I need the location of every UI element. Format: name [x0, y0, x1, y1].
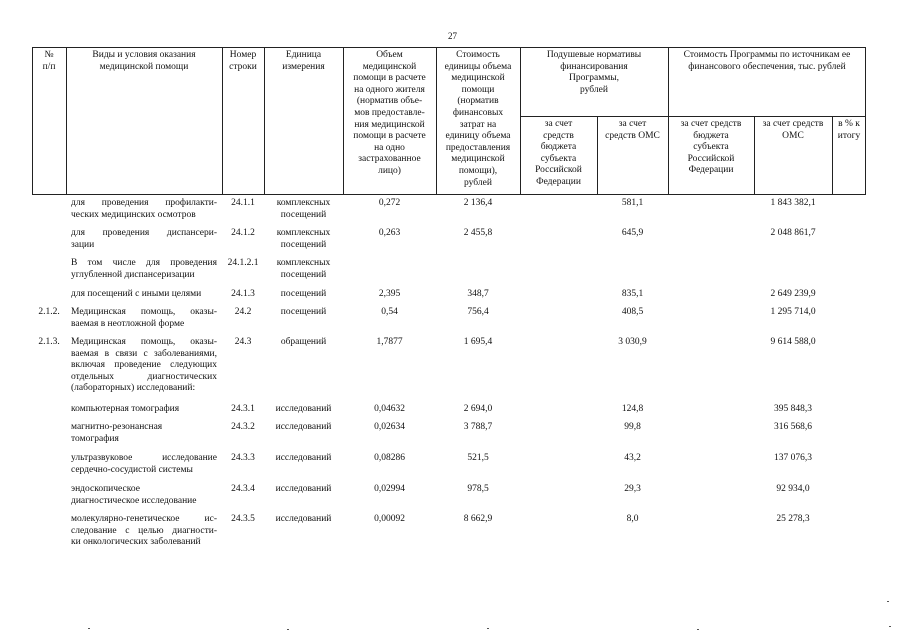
cell-pr-oms: 1 843 382,1 — [770, 198, 816, 208]
cell-row: 24.3.3 — [231, 453, 255, 463]
row-name-line: В том числе для проведения — [71, 258, 217, 268]
row-name-line: ки онкологических заболеваний — [71, 537, 201, 548]
cell-unit: исследований — [275, 484, 332, 494]
header-per-capita: Подушевые нормативы финансирования Программы, рублей — [546, 50, 642, 95]
cell-volume: 0,263 — [378, 228, 401, 238]
cell-unit: комплексных посещений — [276, 228, 331, 250]
cell-pr-oms: 92 934,0 — [776, 484, 810, 494]
header-cost-unit: Стоимость единицы объема медицинской помощи (норматив финансовых затрат на единицу объема предоставления медицинской помощи), рублей — [444, 50, 512, 188]
row-name-line: для проведения профилакти- — [71, 198, 217, 208]
cell-pc-oms: 29,3 — [624, 484, 641, 494]
row-name-line: для проведения диспансери- — [71, 228, 217, 238]
cell-row: 24.3 — [234, 337, 252, 347]
cell-pr-oms: 9 614 588,0 — [770, 337, 816, 347]
cell-pr-oms: 2 048 861,7 — [770, 228, 816, 238]
cell-unit: исследований — [275, 404, 332, 414]
row-name — [71, 404, 217, 416]
cell-pc-oms: 835,1 — [621, 289, 644, 299]
cell-pr-oms: 137 076,3 — [774, 453, 812, 463]
cell-cost: 756,4 — [467, 307, 489, 317]
row-name — [71, 337, 217, 395]
cell-volume: 0,08286 — [374, 453, 405, 463]
header-program-oms: за счет средств ОМС — [762, 119, 824, 141]
row-name-line: диагностическое исследование — [71, 495, 197, 506]
cell-volume: 0,02634 — [374, 422, 405, 432]
row-name-line: следование с целью диагности- — [71, 525, 217, 536]
cell-pc-oms: 581,1 — [621, 198, 644, 208]
cell-row: 24.1.2 — [231, 228, 255, 238]
cell-pr-oms: 25 278,3 — [776, 514, 810, 524]
row-name-line: эндоскопическое — [71, 484, 140, 494]
cell-row: 24.3.5 — [231, 514, 255, 524]
cell-cost: 1 695,4 — [463, 337, 493, 347]
cell-pc-oms: 43,2 — [624, 453, 641, 463]
header-program-budget: за счет средств бюджета субъекта Российской Федерации — [680, 119, 742, 176]
cell-unit: исследований — [275, 453, 332, 463]
cell-volume: 1,7877 — [376, 337, 403, 347]
row-name-line: ческих медицинских осмотров — [71, 209, 196, 220]
row-name-line: углубленной диспансеризации — [71, 269, 195, 280]
row-name — [71, 453, 217, 476]
row-name-line: томография — [71, 433, 119, 444]
cell-volume: 2,395 — [378, 289, 401, 299]
cell-unit: исследований — [275, 514, 332, 524]
cell-pc-oms: 408,5 — [621, 307, 644, 317]
cell-volume: 0,02994 — [374, 484, 405, 494]
row-name — [71, 484, 217, 507]
cell-row: 24.1.1 — [231, 198, 255, 208]
row-name — [71, 258, 217, 281]
cell-unit: обращений — [280, 337, 327, 347]
row-name-line: ваемая в связи с заболеваниями, — [71, 348, 217, 359]
row-name-line: магнитно-резонансная — [71, 422, 163, 432]
header-per-capita-budget: за счет средств бюджета субъекта Российской Федерации — [535, 119, 582, 187]
cell-volume: 0,00092 — [374, 514, 405, 524]
row-name-line: сердечно-сосудистой системы — [71, 464, 193, 475]
cell-unit: комплексных посещений — [276, 198, 331, 220]
cell-cost: 2 136,4 — [463, 198, 493, 208]
row-name-line: молекулярно-генетическое ис- — [71, 514, 217, 524]
cell-row: 24.1.2.1 — [227, 258, 259, 268]
cell-pr-oms: 395 848,3 — [774, 404, 812, 414]
cell-cost: 8 662,9 — [463, 514, 493, 524]
header-program-pct: в % к итогу — [837, 119, 861, 141]
cell-cost: 3 788,7 — [463, 422, 493, 432]
cell-num: 2.1.2. — [38, 307, 60, 317]
cell-unit: комплексных посещений — [276, 258, 331, 280]
cell-pc-oms: 8,0 — [626, 514, 639, 524]
row-name — [71, 228, 217, 251]
page-number: 27 — [448, 31, 457, 41]
cell-cost: 978,5 — [467, 484, 489, 494]
header-per-capita-oms: за счет средств ОМС — [605, 119, 660, 141]
cell-unit: исследований — [275, 422, 332, 432]
cell-row: 24.3.1 — [231, 404, 255, 414]
header-program-cost: Стоимость Программы по источникам ее финансового обеспечения, тыс. рублей — [683, 50, 851, 72]
cell-volume: 0,272 — [378, 198, 401, 208]
row-name-line: Медицинская помощь, оказы- — [71, 307, 217, 317]
cell-num: 2.1.3. — [38, 337, 60, 347]
cell-volume: 0,54 — [381, 307, 398, 317]
header-volume: Объем медицинской помощи в расчете на одного жителя (норматив объе- мов предоставле- ния медицинской помощи в расчете на одно застрахованное лицо) — [353, 50, 426, 176]
cell-unit: посещений — [280, 289, 327, 299]
row-name-line: включая проведение следующих — [71, 360, 217, 371]
cell-pc-oms: 645,9 — [621, 228, 644, 238]
row-name — [71, 307, 217, 330]
cell-unit: посещений — [280, 307, 327, 317]
row-name — [71, 198, 217, 221]
row-name-line: Медицинская помощь, оказы- — [71, 337, 217, 347]
cell-row: 24.3.2 — [231, 422, 255, 432]
cell-pc-oms: 99,8 — [624, 422, 641, 432]
table-header — [32, 47, 866, 195]
cell-cost: 2 455,8 — [463, 228, 493, 238]
cell-pr-oms: 316 568,6 — [774, 422, 812, 432]
cell-pr-oms: 2 649 239,9 — [770, 289, 816, 299]
row-name-line: отдельных диагностических — [71, 371, 217, 382]
cell-cost: 348,7 — [467, 289, 489, 299]
row-name-line: (лабораторных) исследований: — [71, 383, 196, 394]
cell-cost: 2 694,0 — [463, 404, 493, 414]
cell-pc-oms: 124,8 — [621, 404, 644, 414]
cell-pr-oms: 1 295 714,0 — [770, 307, 816, 317]
cell-cost: 521,5 — [467, 453, 489, 463]
row-name — [71, 289, 217, 301]
row-name-line: ультразвуковое исследование — [71, 453, 217, 463]
header-unit: Единица измерения — [282, 50, 325, 72]
cell-row: 24.1.3 — [231, 289, 255, 299]
header-num: № п/п — [42, 50, 56, 72]
row-name-line: ваемая в неотложной форме — [71, 318, 185, 329]
cell-pc-oms: 3 030,9 — [618, 337, 647, 347]
cell-row: 24.2 — [234, 307, 252, 317]
cell-volume: 0,04632 — [374, 404, 405, 414]
header-row-number: Номер строки — [229, 50, 257, 72]
row-name — [71, 514, 217, 549]
row-name-line: для посещений с иными целями — [71, 289, 202, 299]
row-name-line: зации — [71, 239, 95, 250]
header-kind: Виды и условия оказания медицинской помощи — [92, 50, 196, 72]
row-name — [71, 422, 217, 445]
cell-row: 24.3.4 — [231, 484, 255, 494]
row-name-line: компьютерная томография — [71, 404, 180, 414]
